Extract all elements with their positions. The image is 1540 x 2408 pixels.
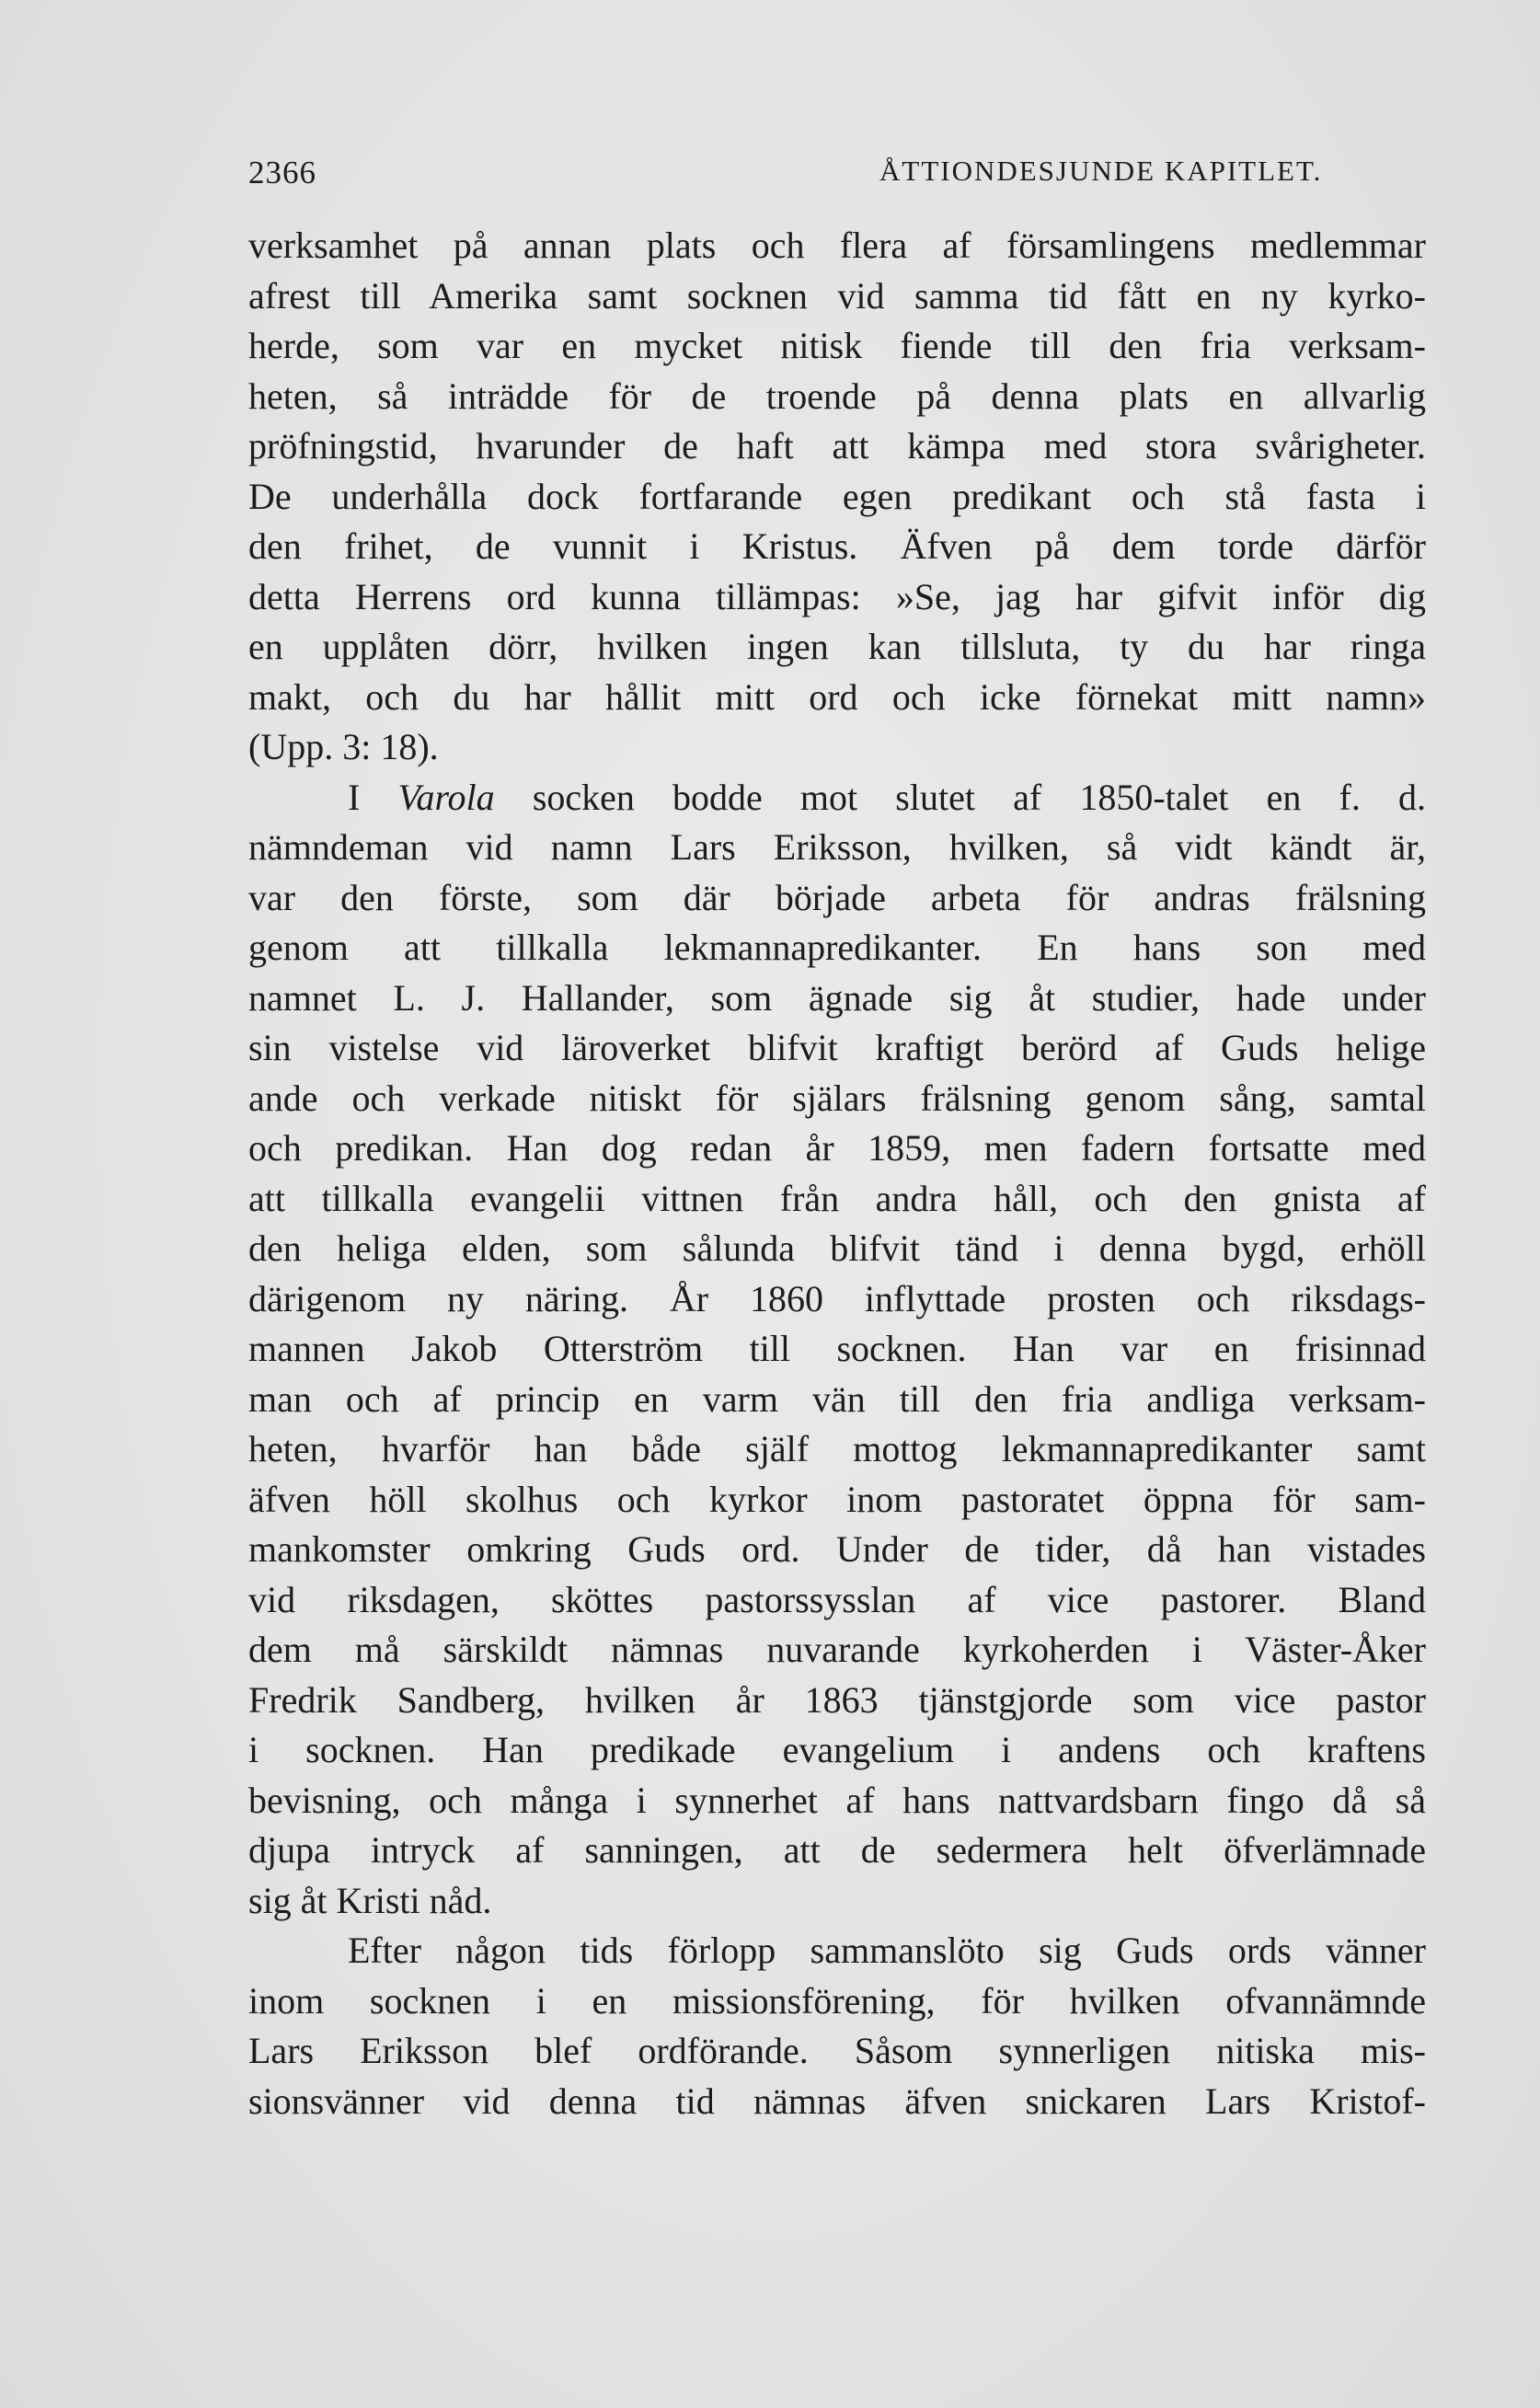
text-line: sionsvänner vid denna tid nämnas äfven snickaren Lars Kristof- (248, 2080, 1426, 2122)
text-line: att tillkalla evangelii vittnen från andra håll, och den gnista af (248, 1177, 1426, 1219)
page-header (248, 155, 1426, 201)
line-text-after: socken bodde mot slutet af 1850-talet en f. d. (494, 776, 1426, 818)
text-line: (Upp. 3: 18). (248, 726, 439, 767)
text-line: var den förste, som där började arbeta för andras frälsning (248, 876, 1426, 918)
text-line: äfven höll skolhus och kyrkor inom pastoratet öppna för sam- (248, 1478, 1426, 1520)
text-line: verksamhet på annan plats och flera af församlingens medlemmar (248, 225, 1426, 266)
text-line: Fredrik Sandberg, hvilken år 1863 tjänstgjorde som vice pastor (248, 1678, 1426, 1721)
text-line: mankomster omkring Guds ord. Under de tider, då han vistades (248, 1528, 1426, 1570)
body-text (248, 221, 1426, 2126)
text-line: heten, så inträdde för de troende på denna plats en allvarlig (248, 374, 1426, 417)
text-line: den frihet, de vunnit i Kristus. Äfven på dem torde därför (248, 525, 1426, 567)
text-line: därigenom ny näring. År 1860 inflyttade prosten och riksdags- (248, 1277, 1426, 1319)
line-text-before: I (348, 776, 398, 818)
text-line: i socknen. Han predikade evangelium i andens och kraftens (248, 1729, 1426, 1770)
text-line: och predikan. Han dog redan år 1859, men fadern fortsatte med (248, 1127, 1426, 1169)
text-line: inom socknen i en missionsförening, för hvilken ofvannämnde (248, 1979, 1426, 2022)
text-line: djupa intryck af sanningen, att de sedermera helt öfverlämnade (248, 1829, 1426, 1871)
text-line: Lars Eriksson blef ordförande. Såsom synnerligen nitiska mis- (248, 2030, 1426, 2071)
text-line: genom att tillkalla lekmannapredikanter. En hans son med (248, 927, 1426, 968)
text-line: mannen Jakob Otterström till socknen. Han var en frisinnad (248, 1328, 1426, 1369)
text-line: sin vistelse vid läroverket blifvit kraftigt berörd af Guds helige (248, 1027, 1426, 1068)
text-line: man och af princip en varm vän till den fria andliga verksam- (248, 1377, 1426, 1420)
text-line: detta Herrens ord kunna tillämpas: »Se, jag har gifvit inför dig (248, 575, 1426, 617)
text-line: herde, som var en mycket nitisk fiende till den fria verksam- (248, 325, 1426, 366)
text-line: ande och verkade nitiskt för själars frälsning genom sång, samtal (248, 1077, 1426, 1119)
text-line: heten, hvarför han både själf mottog lekmannapredikanter samt (248, 1428, 1426, 1469)
text-line: en upplåten dörr, hvilken ingen kan tillsluta, ty du har ringa (248, 626, 1426, 667)
text-line: bevisning, och många i synnerhet af hans nattvardsbarn fingo då så (248, 1779, 1426, 1821)
text-line: vid riksdagen, sköttes pastorssysslan af vice pastorer. Bland (248, 1578, 1426, 1620)
text-line: pröfningstid, hvarunder de haft att kämpa med stora svårigheter. (248, 425, 1426, 467)
text-line: De underhålla dock fortfarande egen predikant och stå fasta i (248, 475, 1426, 517)
text-line: sig åt Kristi nåd. (248, 1879, 492, 1921)
text-line: nämndeman vid namn Lars Eriksson, hvilken, så vidt kändt är, (248, 826, 1426, 868)
text-line: makt, och du har hållit mitt ord och icke förnekat mitt namn» (248, 675, 1426, 718)
place-name-italic: Varola (397, 776, 495, 818)
text-line-paragraph-start: Efter någon tids förlopp sammanslöto sig Guds ords vänner (348, 1930, 1426, 1971)
running-head: ÅTTIONDESJUNDE KAPITLET. (879, 155, 1323, 187)
page-number: 2366 (248, 155, 316, 190)
text-line: den heliga elden, som sålunda blifvit tänd i denna bygd, erhöll (248, 1227, 1426, 1269)
text-line: namnet L. J. Hallander, som ägnade sig åt studier, hade under (248, 976, 1426, 1019)
text-line: dem må särskildt nämnas nuvarande kyrkoherden i Väster-Åker (248, 1629, 1426, 1670)
text-line-paragraph-start (248, 773, 1426, 824)
text-line: afrest till Amerika samt socknen vid samma tid fått en ny kyrko- (248, 274, 1426, 317)
